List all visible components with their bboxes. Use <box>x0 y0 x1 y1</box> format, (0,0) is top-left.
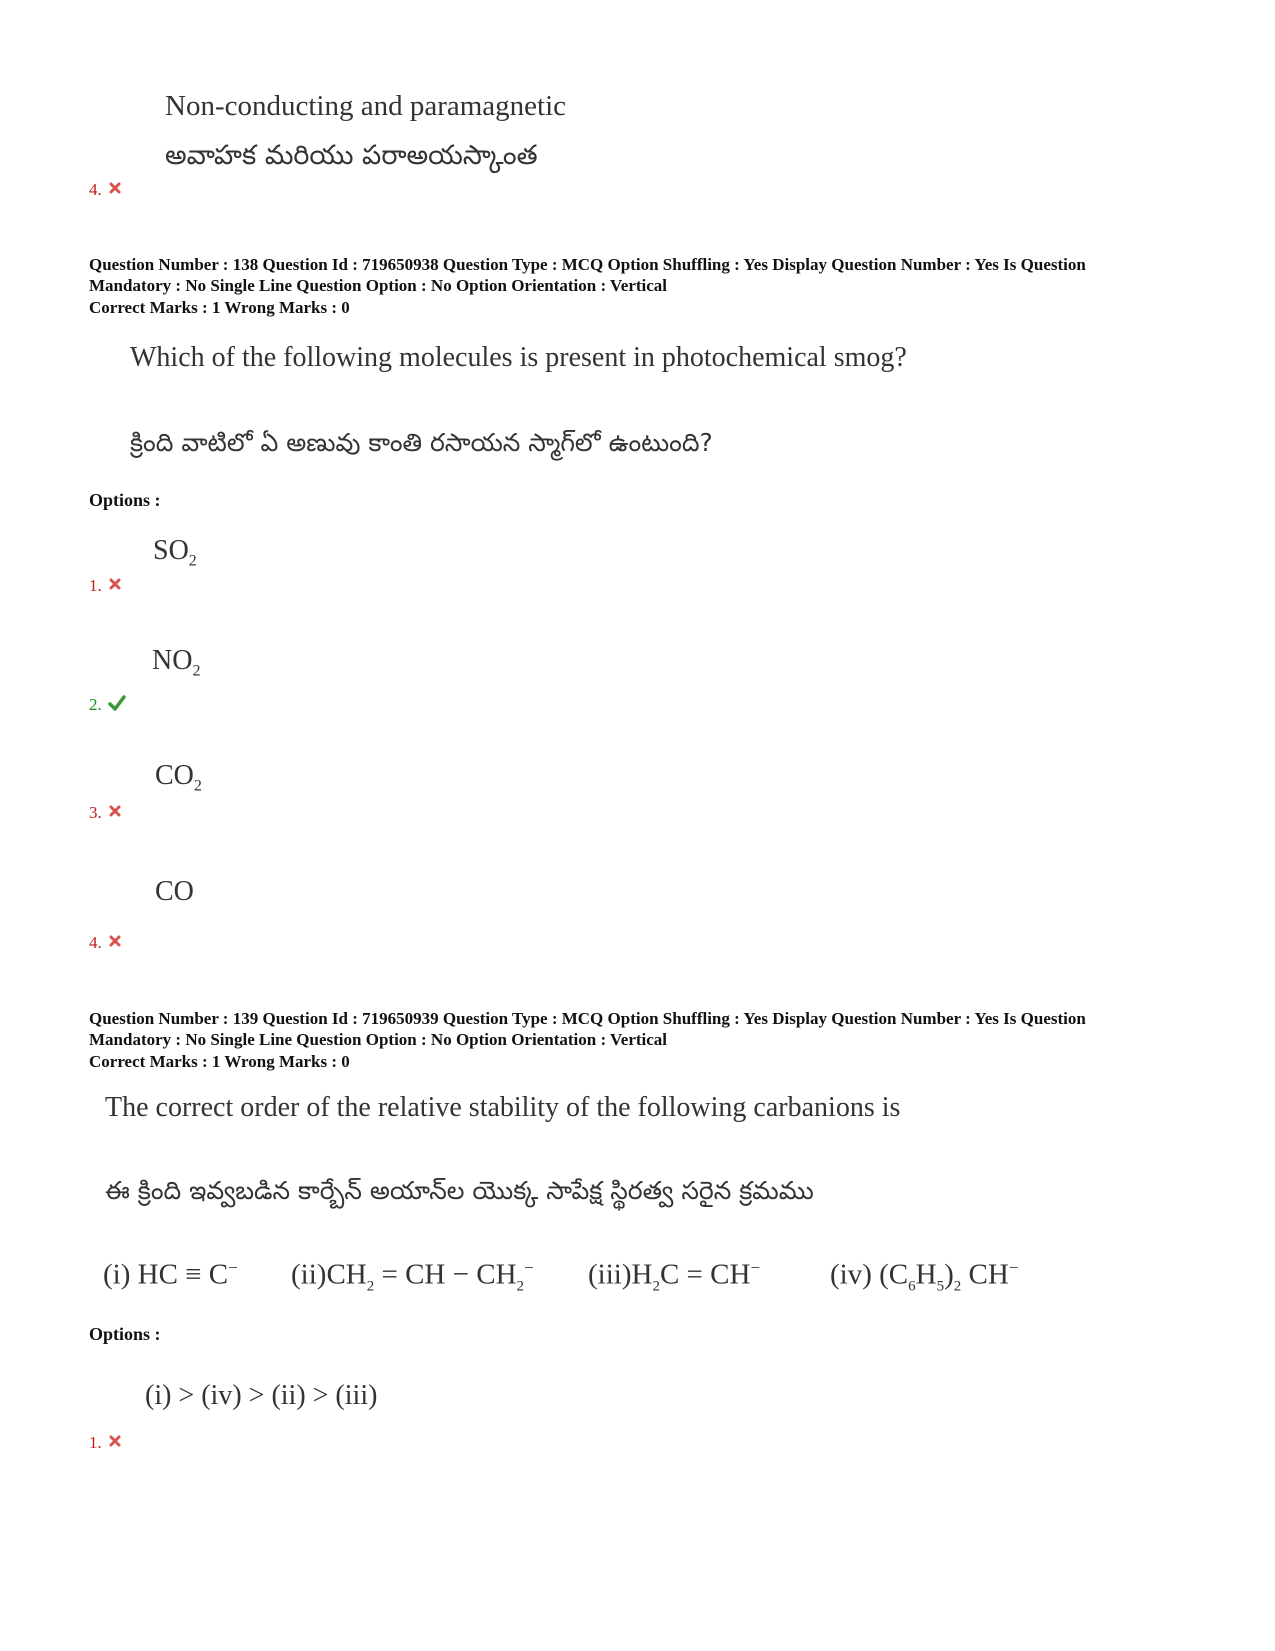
formula-base: NO <box>152 645 193 676</box>
charge: − <box>524 1258 534 1277</box>
carbanion-label: (iii) <box>588 1258 632 1291</box>
option-4-formula <box>155 876 194 908</box>
options-label: Options : <box>89 490 161 510</box>
charge: − <box>1008 1258 1019 1277</box>
option-3-formula <box>155 760 202 796</box>
formula-subscript: 2 <box>192 662 201 680</box>
question-meta <box>89 1008 1209 1050</box>
subscript: 5 <box>936 1278 945 1295</box>
question-telugu: ఈ క్రింది ఇవ్వబడిన కార్బేన్ అయాన్‌ల యొక్క సాపేక్ష స్థిరత్వ సరైన క్రమము <box>105 1176 814 1205</box>
options-label: Options : <box>89 1324 161 1344</box>
question-meta <box>89 254 1209 296</box>
subscript: 2 <box>516 1278 525 1295</box>
option-number <box>89 695 126 715</box>
subscript: 6 <box>908 1278 916 1295</box>
option-number-label: 1. <box>89 1433 102 1452</box>
carbanion-formula: = CH − CH <box>374 1258 517 1291</box>
option-number <box>89 933 122 953</box>
meta-line-2: Mandatory : No Single Line Question Option : No Option Orientation : Vertical <box>89 1030 668 1049</box>
carbanion-formula: (C <box>879 1258 909 1291</box>
carbanion-formula: H <box>915 1258 937 1291</box>
meta-line-2: Mandatory : No Single Line Question Option : No Option Orientation : Vertical <box>89 276 668 295</box>
option-number-label: 3. <box>89 803 102 822</box>
carbanion-ii <box>291 1258 534 1295</box>
marks-line: Correct Marks : 1 Wrong Marks : 0 <box>89 1052 350 1071</box>
carbanion-iv <box>830 1258 1018 1295</box>
formula-base: CO <box>155 760 194 791</box>
carbanion-formula: HC ≡ C <box>137 1258 229 1291</box>
check-icon <box>108 695 126 711</box>
option-number <box>89 576 122 596</box>
formula-subscript: 2 <box>193 777 202 795</box>
option-4-english: Non-conducting and paramagnetic <box>165 90 567 122</box>
carbanion-iii <box>588 1258 760 1295</box>
carbanion-formula: CH <box>326 1258 367 1291</box>
question-english: The correct order of the relative stability of the following carbanions is <box>105 1092 901 1123</box>
cross-icon <box>108 181 122 195</box>
subscript: 2 <box>366 1278 375 1295</box>
question-telugu: క్రింది వాటిలో ఏ అణువు కాంతి రసాయన స్మాగ్‌లో ఉంటుంది? <box>130 428 713 457</box>
carbanion-label: (ii) <box>291 1258 327 1291</box>
meta-line-1: Question Number : 139 Question Id : 719650939 Question Type : MCQ Option Shuffling : Yes Display Question Number : Yes Is Question <box>89 1009 1086 1028</box>
option-number-label: 2. <box>89 695 102 714</box>
subscript: 2 <box>953 1278 962 1295</box>
option-1-text: (i) > (iv) > (ii) > (iii) <box>145 1380 378 1411</box>
carbanion-label: (i) <box>103 1258 131 1291</box>
option-number-label: 1. <box>89 576 102 595</box>
option-number-label: 4. <box>89 933 102 952</box>
subscript: 2 <box>652 1278 660 1295</box>
carbanion-label: (iv) <box>830 1258 872 1291</box>
carbanion-i <box>103 1258 238 1292</box>
option-4-telugu: అవాహక మరియు పరాఅయస్కాంత <box>165 140 538 171</box>
cross-icon <box>108 934 122 948</box>
carbanion-formula: ) <box>944 1258 954 1291</box>
carbanion-formula: H <box>631 1258 653 1291</box>
option-1-formula <box>153 535 197 571</box>
option-number <box>89 1433 122 1453</box>
carbanion-formula: C = CH <box>659 1258 751 1291</box>
cross-icon <box>108 577 122 591</box>
question-english: Which of the following molecules is present in photochemical smog? <box>130 342 907 373</box>
charge: − <box>228 1258 238 1277</box>
formula-base: SO <box>153 535 189 566</box>
formula-base: CO <box>155 876 194 907</box>
carbanion-formula: CH <box>961 1258 1009 1291</box>
formula-subscript: 2 <box>188 552 197 570</box>
cross-icon <box>108 804 122 818</box>
option-2-formula <box>152 645 200 681</box>
cross-icon <box>108 1434 122 1448</box>
option-number <box>89 180 122 200</box>
charge: − <box>750 1258 761 1277</box>
option-number-label: 4. <box>89 180 102 199</box>
meta-line-1: Question Number : 138 Question Id : 719650938 Question Type : MCQ Option Shuffling : Yes Display Question Number : Yes Is Question <box>89 255 1086 274</box>
option-number <box>89 803 122 823</box>
marks-line: Correct Marks : 1 Wrong Marks : 0 <box>89 298 350 317</box>
